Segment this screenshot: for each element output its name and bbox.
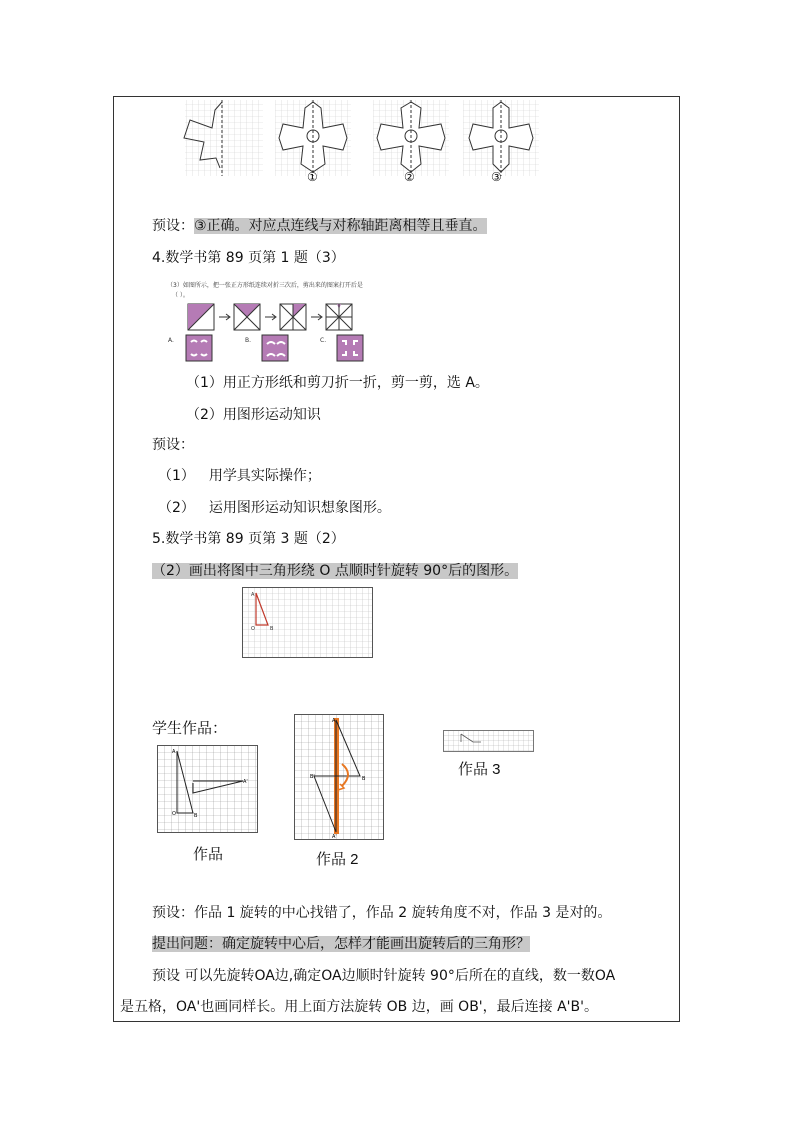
- svg-text:A': A': [243, 779, 248, 785]
- option-b-figure: [262, 335, 288, 361]
- svg-text:B: B: [194, 813, 198, 819]
- q4-fold-figures: [187, 303, 367, 331]
- svg-text:A: A: [172, 749, 176, 755]
- q4-option-figures: [185, 334, 365, 362]
- preset3-line2: 是五格，OA'也画同样长。用上面方法旋转 OB 边，画 OB'，最后连接 A'B'。: [120, 999, 598, 1015]
- q4-preset-item1-num: （1）: [158, 468, 195, 484]
- works-heading: 学生作品：: [152, 719, 228, 737]
- student-work-2: [294, 714, 384, 840]
- option-a-figure: [186, 335, 212, 361]
- q4-preset-item1-text: 用学具实际操作；: [208, 468, 321, 484]
- svg-text:O: O: [172, 811, 176, 817]
- q4-option-a-label: A.: [168, 337, 174, 344]
- q5-grid-figure: [242, 587, 373, 658]
- q5-grid-label-o: O: [251, 626, 255, 632]
- q5-task: （2）画出将图中三角形绕 O 点顺时针旋转 90°后的图形。: [152, 563, 519, 579]
- work-caption-3: 作品 3: [458, 761, 501, 778]
- q4-preset-item1: [158, 466, 321, 486]
- flower-half-figure: [184, 100, 263, 176]
- flower-figure-3: [463, 100, 539, 176]
- q4-step2: （2）用图形运动知识: [186, 407, 321, 423]
- q5-title: 5.数学书第 89 页第 3 题（2）: [152, 531, 345, 547]
- q4-title: 4.数学书第 89 页第 1 题（3）: [152, 250, 345, 266]
- q4-preset-item2-text: 运用图形运动知识想象图形。: [208, 500, 391, 516]
- work-caption-2: 作品 2: [316, 851, 359, 868]
- question-line: [152, 934, 530, 954]
- preset3-line1: 预设 可以先旋转OA边,确定OA边顺时针旋转 90°后所在的直线，数一数OA: [152, 968, 616, 984]
- q5-grid-label-b: B: [270, 626, 274, 632]
- q4-step1: （1）用正方形纸和剪刀折一折，剪一剪，选 A。: [186, 375, 489, 391]
- flower-figure-1: [275, 100, 351, 176]
- option-c-figure: [337, 335, 363, 361]
- preset-answer-line: [152, 216, 487, 236]
- preset2-text: 预设：作品 1 旋转的中心找错了，作品 2 旋转角度不对，作品 3 是对的。: [152, 905, 612, 921]
- q4-option-b-label: B.: [245, 337, 252, 344]
- q5-task-line: [152, 561, 518, 581]
- flower-label-1: ①: [307, 170, 318, 184]
- q4-question-line1: （3）如图所示，把一张正方形纸连续对折三次后，剪出来的图案打开后是: [167, 282, 363, 289]
- q4-preset-item2: [158, 498, 391, 518]
- preset-prefix: 预设：: [152, 218, 194, 234]
- q4-preset-item2-num: （2）: [158, 500, 195, 516]
- svg-text:B': B': [310, 774, 315, 780]
- svg-text:B: B: [362, 776, 366, 782]
- q4-question-line2: （ ）。: [172, 292, 189, 299]
- question-text: 提出问题：确定旋转中心后，怎样才能画出旋转后的三角形？: [152, 936, 530, 952]
- svg-text:A: A: [332, 718, 336, 724]
- student-work-3: [443, 730, 534, 752]
- flower-label-2: ②: [404, 170, 415, 184]
- q5-grid-label-a: A: [251, 592, 255, 598]
- q4-option-c-label: C.: [320, 337, 327, 344]
- flower-label-3: ③: [491, 170, 502, 184]
- flower-figures: [180, 98, 620, 178]
- flower-figure-2: [373, 100, 449, 176]
- q4-preset-label: 预设：: [152, 437, 194, 453]
- svg-text:A': A': [332, 834, 337, 840]
- work-caption-1: 作品: [193, 846, 224, 863]
- student-work-1: [157, 745, 258, 833]
- preset-answer: ③正确。对应点连线与对称轴距离相等且垂直。: [194, 218, 487, 234]
